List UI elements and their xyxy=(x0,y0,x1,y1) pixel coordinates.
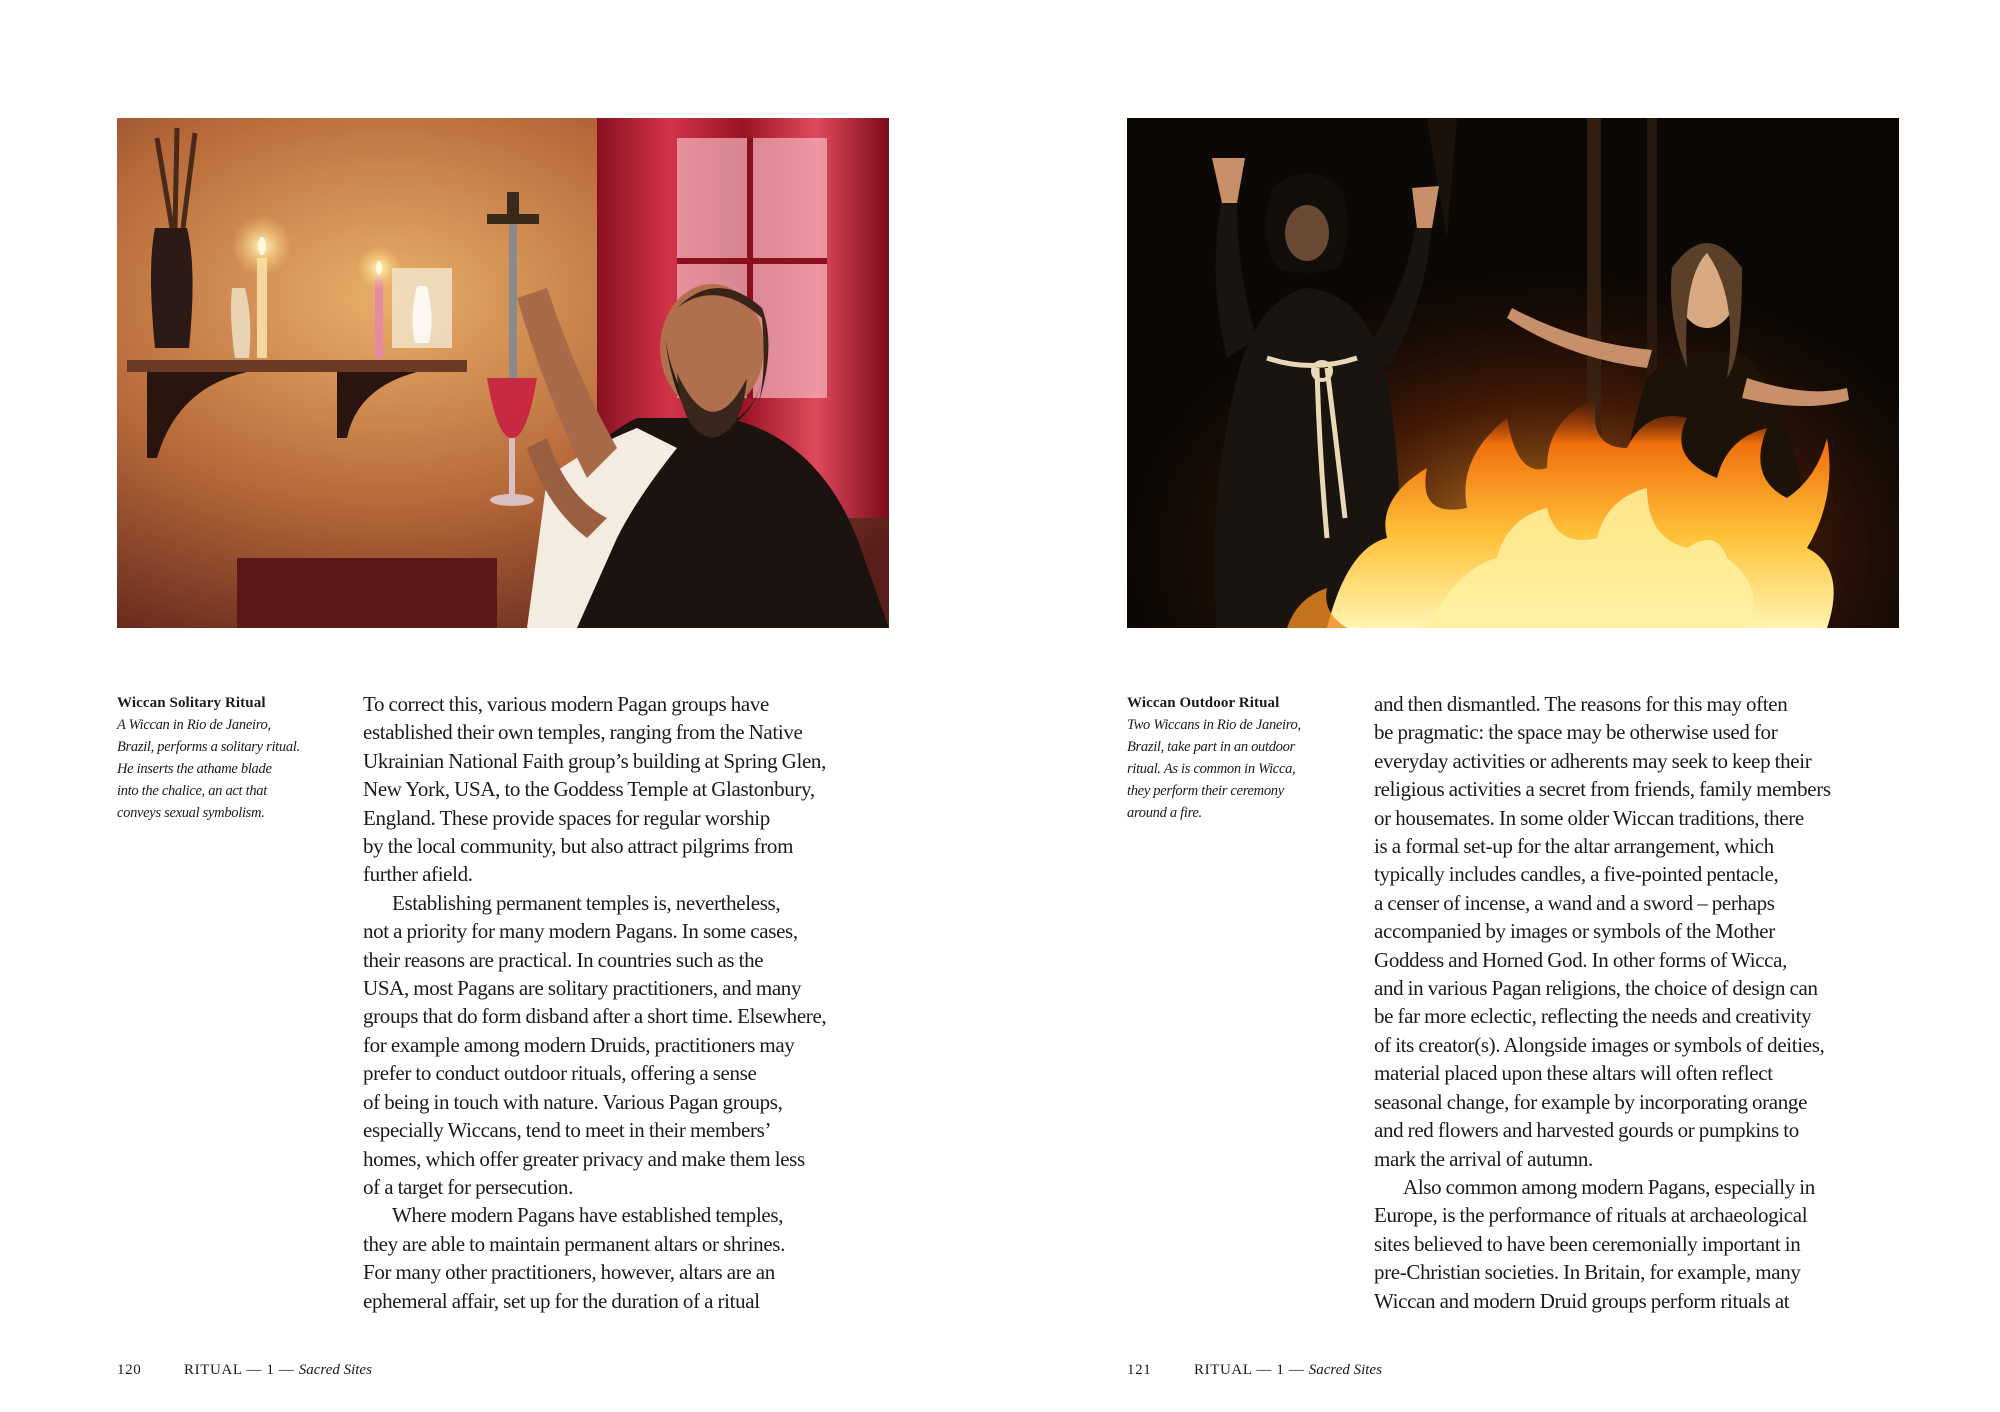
body-line: is a formal set-up for the altar arrangement, which xyxy=(1374,834,1774,859)
body-line: and red flowers and harvested gourds or pumpkins to xyxy=(1374,1118,1799,1143)
body-line: accompanied by images or symbols of the Mother xyxy=(1374,919,1775,944)
body-line: for example among modern Druids, practitioners may xyxy=(363,1032,795,1057)
body-line: be pragmatic: the space may be otherwise used for xyxy=(1374,720,1778,745)
body-line: England. These provide spaces for regular worship xyxy=(363,805,770,830)
body-line: Europe, is the performance of rituals at archaeological xyxy=(1374,1203,1808,1228)
body-line: Ukrainian National Faith group’s building at Spring Glen, xyxy=(363,748,826,773)
caption-title: Wiccan Solitary Ritual xyxy=(117,695,266,711)
body-line: sites believed to have been ceremonially important in xyxy=(1374,1231,1801,1256)
body-line: be far more eclectic, reflecting the needs and creativity xyxy=(1374,1004,1812,1029)
running-head-left xyxy=(184,1362,372,1379)
body-line: of its creator(s). Alongside images or symbols of deities, xyxy=(1374,1032,1825,1057)
caption-line: Brazil, performs a solitary ritual. xyxy=(117,739,300,755)
body-line: homes, which offer greater privacy and make them less xyxy=(363,1146,805,1171)
body-line: For many other practitioners, however, altars are an xyxy=(363,1260,775,1285)
body-line: Goddess and Horned God. In other forms of Wicca, xyxy=(1374,947,1788,972)
body-line: mark the arrival of autumn. xyxy=(1374,1146,1593,1171)
caption-left xyxy=(117,692,322,824)
caption-line: conveys sexual symbolism. xyxy=(117,805,265,821)
body-line: Also common among modern Pagans, especially in xyxy=(1403,1174,1815,1199)
running-head-section: RITUAL — 1 — xyxy=(184,1362,295,1378)
body-line: and in various Pagan religions, the choice of design can xyxy=(1374,976,1818,1001)
body-line: of a target for persecution. xyxy=(363,1174,573,1199)
body-line: groups that do form disband after a short time. Elsewhere, xyxy=(363,1004,827,1029)
body-line: of being in touch with nature. Various Pagan groups, xyxy=(363,1089,783,1114)
caption-line: A Wiccan in Rio de Janeiro, xyxy=(117,717,271,733)
body-line: typically includes candles, a five-pointed pentacle, xyxy=(1374,862,1779,887)
body-line: and then dismantled. The reasons for this may often xyxy=(1374,692,1788,716)
body-line: To correct this, various modern Pagan groups have xyxy=(363,692,769,716)
caption-right xyxy=(1127,692,1332,824)
body-line: prefer to conduct outdoor rituals, offering a sense xyxy=(363,1061,757,1086)
body-line: especially Wiccans, tend to meet in their members’ xyxy=(363,1118,772,1143)
body-line: USA, most Pagans are solitary practitioners, and many xyxy=(363,976,802,1001)
body-line: Establishing permanent temples is, nevertheless, xyxy=(392,890,781,915)
caption-line: into the chalice, an act that xyxy=(117,783,267,799)
body-line: pre-Christian societies. In Britain, for example, many xyxy=(1374,1260,1801,1285)
body-line: New York, USA, to the Goddess Temple at Glastonbury, xyxy=(363,777,815,802)
caption-text xyxy=(117,714,322,824)
body-line: religious activities a secret from friends, family members xyxy=(1374,777,1831,802)
caption-title: Wiccan Outdoor Ritual xyxy=(1127,695,1280,711)
caption-text xyxy=(1127,714,1332,824)
body-line: a censer of incense, a wand and a sword – perhaps xyxy=(1374,890,1775,915)
body-text-left xyxy=(363,690,908,1315)
body-text-right xyxy=(1374,690,1919,1315)
body-line: material placed upon these altars will often reflect xyxy=(1374,1061,1773,1086)
body-line: everyday activities or adherents may seek to keep their xyxy=(1374,748,1812,773)
body-line: Where modern Pagans have established temples, xyxy=(392,1203,784,1228)
page-number-right: 121 xyxy=(1127,1362,1152,1378)
running-head-section: RITUAL — 1 — xyxy=(1194,1362,1305,1378)
body-line: established their own temples, ranging from the Native xyxy=(363,720,803,745)
caption-line: they perform their ceremony xyxy=(1127,783,1284,799)
caption-line: ritual. As is common in Wicca, xyxy=(1127,761,1296,777)
body-line: not a priority for many modern Pagans. In some cases, xyxy=(363,919,798,944)
running-head-subsection: Sacred Sites xyxy=(1308,1362,1382,1378)
body-line: Wiccan and modern Druid groups perform rituals at xyxy=(1374,1288,1790,1313)
body-line: or housemates. In some older Wiccan traditions, there xyxy=(1374,805,1804,830)
caption-line: Brazil, take part in an outdoor xyxy=(1127,739,1295,755)
page-number-left: 120 xyxy=(117,1362,142,1378)
body-line: further afield. xyxy=(363,862,473,887)
caption-line: Two Wiccans in Rio de Janeiro, xyxy=(1127,717,1301,733)
running-head-right xyxy=(1194,1362,1382,1379)
body-line: by the local community, but also attract pilgrims from xyxy=(363,834,794,859)
photo-wiccan-solitary-ritual xyxy=(117,118,889,628)
running-head-subsection: Sacred Sites xyxy=(298,1362,372,1378)
body-line: they are able to maintain permanent altars or shrines. xyxy=(363,1231,786,1256)
caption-line: around a fire. xyxy=(1127,805,1202,821)
photo-wiccan-outdoor-ritual xyxy=(1127,118,1899,628)
body-line: ephemeral affair, set up for the duration of a ritual xyxy=(363,1288,760,1313)
photo-illustration xyxy=(117,118,889,628)
caption-line: He inserts the athame blade xyxy=(117,761,272,777)
body-line: seasonal change, for example by incorporating orange xyxy=(1374,1089,1808,1114)
photo-illustration xyxy=(1127,118,1899,628)
body-line: their reasons are practical. In countries such as the xyxy=(363,947,764,972)
